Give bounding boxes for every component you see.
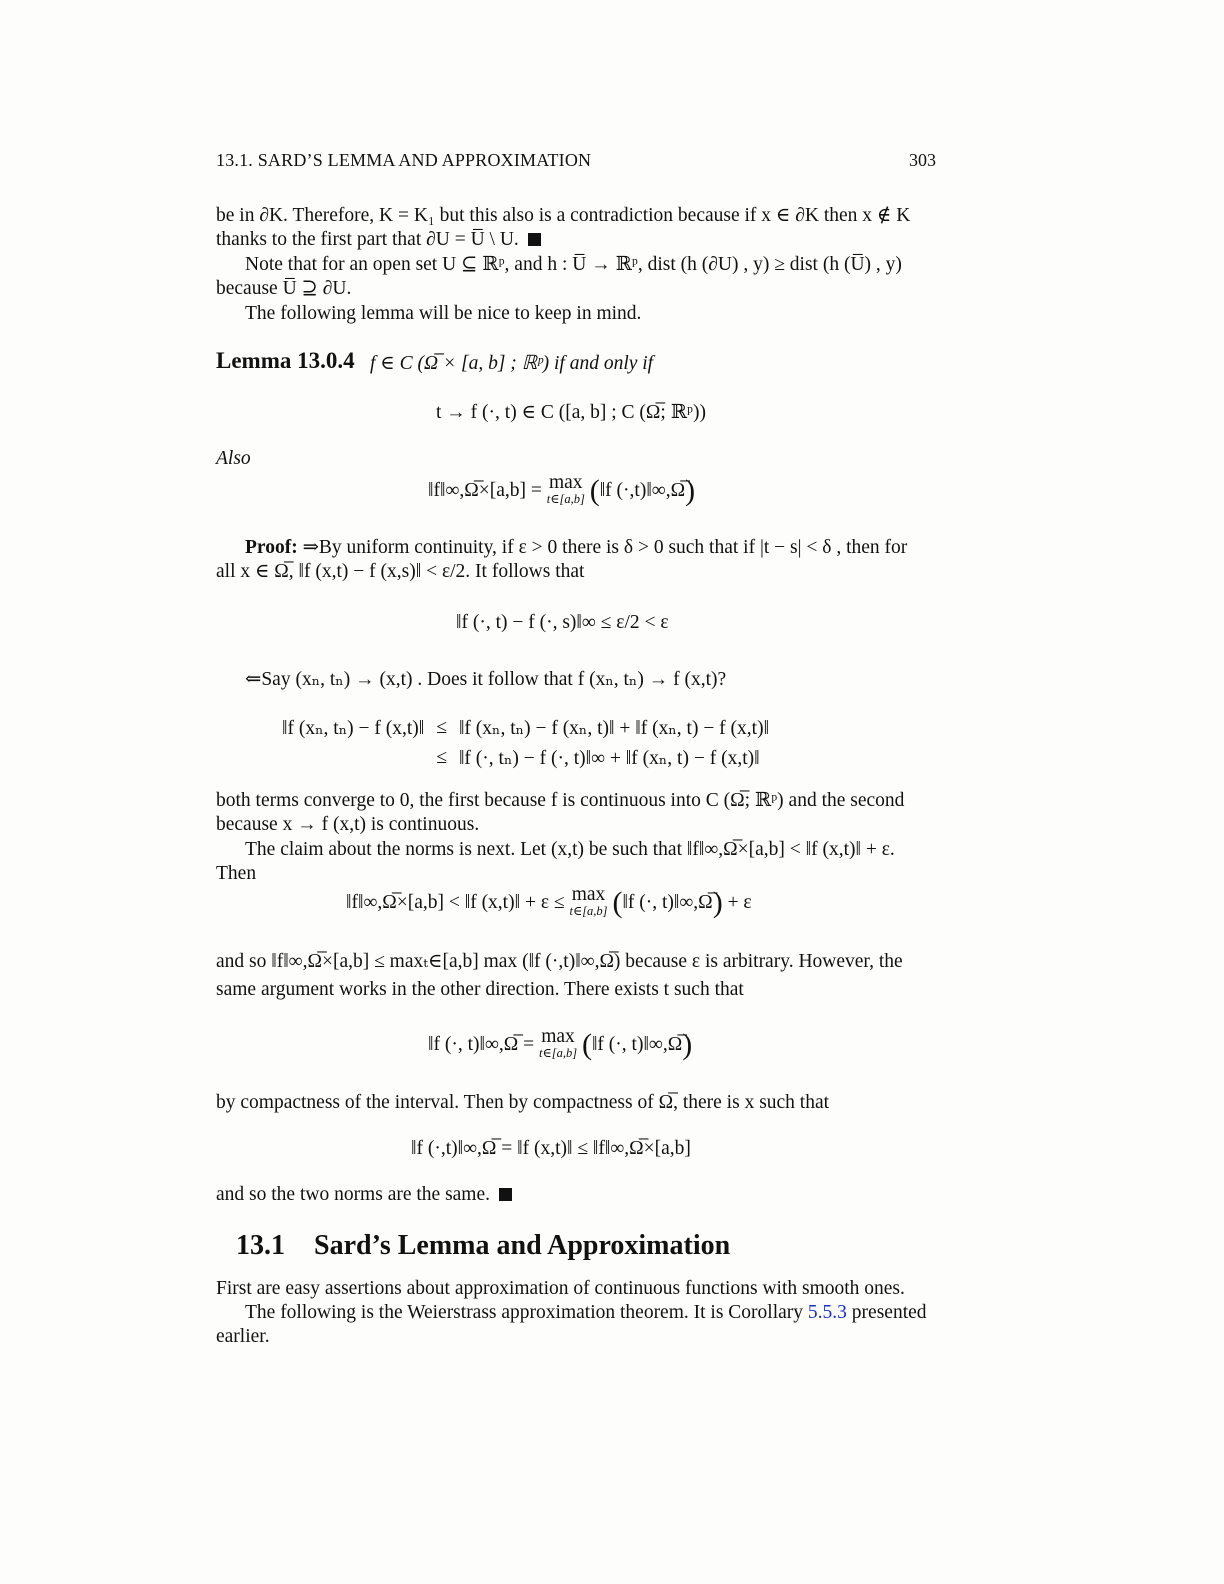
paragraph-1-line-2: thanks to the first part that ∂U = U̅ \ U. (216, 228, 936, 252)
section-heading (236, 1230, 730, 1262)
section-title: Sard’s Lemma and Approximation (314, 1230, 731, 1261)
proof-line-10: by compactness of the interval. Then by compactness of Ω̅, there is x such that (216, 1092, 830, 1113)
paragraph-3: The following lemma will be nice to keep in mind. (245, 303, 642, 324)
proof-line-5: because x → f (x,t) is continuous. (216, 814, 480, 835)
page (216, 0, 936, 1584)
paragraph-2-line-2: because U̅ ⊇ ∂U. (216, 278, 352, 299)
qed-symbol (528, 233, 541, 246)
proof-display-3: ‖f (·, t) − f (·, s)‖∞ ≤ ε/2 < ε (456, 612, 669, 633)
lemma-also: Also (216, 448, 251, 469)
proof-display-4: ‖f‖∞,Ω̅×[a,b] < ‖f (x,t)‖ + ε ≤ max t∈[a,b] (‖f (·, t)‖∞,Ω̅) + ε (346, 884, 752, 919)
lemma-display-1: t → f (·, t) ∈ C ([a, b] ; C (Ω̅; ℝᵖ)) (436, 402, 706, 423)
proof-line-6: The claim about the norms is next. Let (x,t) be such that ‖f‖∞,Ω̅×[a,b] < ‖f (x,t)‖ + ε. (245, 839, 895, 860)
paragraph-1-line-1: be in ∂K. Therefore, K = K₁ but this also is a contradiction because if x ∈ ∂K then x ∉ K (216, 205, 911, 226)
proof-line-3: ⇐Say (xₙ, tₙ) → (x,t) . Does it follow that f (xₙ, tₙ) → f (x,t)? (245, 669, 727, 690)
proof-line-7: Then (216, 863, 257, 884)
corollary-link[interactable]: 5.5.3 (807, 1302, 847, 1323)
proof-line-9: same argument works in the other direction. There exists t such that (216, 979, 744, 1000)
lemma-label: Lemma 13.0.4 (216, 348, 355, 373)
running-title: 13.1. SARD’S LEMMA AND APPROXIMATION (216, 150, 592, 170)
lemma-statement: f ∈ C (Ω̅ × [a, b] ; ℝᵖ) if and only if (370, 353, 654, 374)
page-number: 303 (909, 150, 936, 170)
proof-line-8: and so ‖f‖∞,Ω̅×[a,b] ≤ maxₜ∈[a,b] max (‖f (·,t)‖∞,Ω̅) because ε is arbitrary. However, the (216, 951, 903, 972)
proof-line-1: Proof: ⇒By uniform continuity, if ε > 0 there is δ > 0 such that if |t − s| < δ , then for (245, 537, 908, 558)
paragraph-2-line-1: Note that for an open set U ⊆ ℝᵖ, and h : U̅ → ℝᵖ, dist (h (∂U) , y) ≥ dist (h (U̅) , y) (245, 254, 902, 275)
section-number: 13.1 (236, 1230, 285, 1261)
proof-display-5: ‖f (·, t)‖∞,Ω̅ = max t∈[a,b] (‖f (·, t)‖∞,Ω̅) (428, 1026, 693, 1061)
lemma-display-2: ‖f‖∞,Ω̅×[a,b] = max t∈[a,b] (‖f (·,t)‖∞,Ω̅) (428, 472, 696, 507)
proof-align-block: ‖f (xₙ, tₙ) − f (x,t)‖ ≤ ‖f (xₙ, tₙ) − f (xₙ, t)‖ + ‖f (xₙ, t) − f (x,t)‖ ≤ ‖f (·, tₙ) − f (·, t)‖∞ + ‖f (xₙ, t) − f (x,t)‖ (282, 717, 770, 769)
qed-symbol (499, 1188, 512, 1201)
proof-line-2: all x ∈ Ω̅, ‖f (x,t) − f (x,s)‖ < ε/2. It follows that (216, 561, 585, 582)
proof-line-11: and so the two norms are the same. (216, 1183, 936, 1207)
proof-line-4: both terms converge to 0, the first because f is continuous into C (Ω̅; ℝᵖ) and the second (216, 790, 905, 811)
closing-line-2: The following is the Weierstrass approximation theorem. It is Corollary 5.5.3 presented (245, 1302, 927, 1323)
closing-line-1: First are easy assertions about approximation of continuous functions with smooth ones. (216, 1278, 905, 1299)
proof-display-6: ‖f (·,t)‖∞,Ω̅ = ‖f (x,t)‖ ≤ ‖f‖∞,Ω̅×[a,b] (411, 1138, 691, 1159)
closing-line-3: earlier. (216, 1326, 270, 1347)
